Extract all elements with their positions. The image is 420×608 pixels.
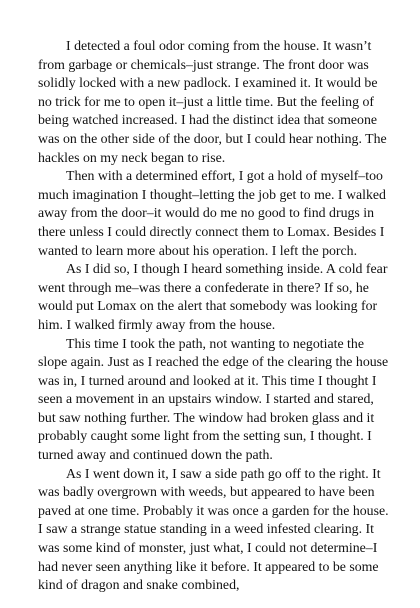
paragraph-1: I detected a foul odor coming from the house. It wasn’t from garbage or chemicals–just strange. The front door was solidly locked with a new padlock. I examined it. It would be no trick for me to open it–just a little time. But the feeling of being watched increased. I had the distinct idea that someone was on the other side of the door, but I could hear nothing. The hackles on my neck began to rise. (38, 38, 387, 165)
paragraph-5: As I went down it, I saw a side path go off to the right. It was badly overgrown with weeds, but appeared to have been paved at one time. Probably it was once a garden for the house. I saw a strange statue standing in a weed infested clearing. It was some kind of monster, just what, I could not determine–I had never seen anything like it before. It appeared to be some kind of dragon and snake combined, (38, 465, 389, 593)
paragraph-4: This time I took the path, not wanting to negotiate the slope again. Just as I reached the edge of the clearing the house was in, I turned around and looked at it. This time I thought I seen a movement in an upstairs window. I started and stared, but saw nothing further. The window had broken glass and it probably caught some light from the setting sun, I thought. I turned away and continued down the path. (38, 335, 389, 463)
paragraph-2: Then with a determined effort, I got a hold of myself–too much imagination I thought–letting the job get to me. I walked away from the door–it would do me no good to find drugs in there unless I could directly connect them to Lomax. Besides I wanted to learn more about his operation. I left the porch. (38, 168, 386, 258)
page-text-body (38, 37, 391, 595)
paragraph-3: As I did so, I though I heard something inside. A cold fear went through me–was there a confederate in there? If so, he would put Lomax on the alert that somebody was looking for him. I walked firmly away from the house. (38, 261, 388, 332)
